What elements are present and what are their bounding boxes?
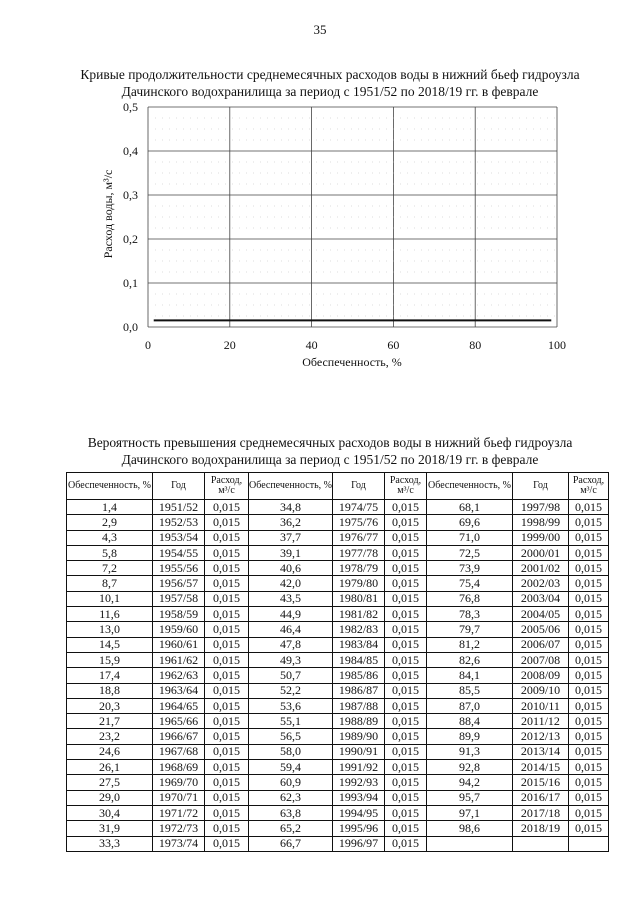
table-cell: 1977/78 bbox=[333, 545, 385, 560]
table-cell: 1975/76 bbox=[333, 515, 385, 530]
table-row bbox=[67, 698, 609, 713]
table-cell: 0,015 bbox=[385, 698, 427, 713]
table-cell: 98,6 bbox=[427, 821, 513, 836]
table-cell: 2003/04 bbox=[513, 591, 569, 606]
chart-title-line-1: Кривые продолжительности среднемесячных расходов воды в нижний бьеф гидроузла bbox=[80, 67, 580, 82]
table-header-cell: Обеспеченность, % bbox=[249, 473, 333, 500]
table-cell: 0,015 bbox=[385, 652, 427, 667]
table-cell: 14,5 bbox=[67, 637, 153, 652]
table-header-cell: Год bbox=[513, 473, 569, 500]
table-cell: 11,6 bbox=[67, 607, 153, 622]
table-cell: 1986/87 bbox=[333, 683, 385, 698]
table-cell: 0,015 bbox=[385, 836, 427, 851]
table-cell: 2009/10 bbox=[513, 683, 569, 698]
table-cell: 0,015 bbox=[385, 545, 427, 560]
table-cell: 15,9 bbox=[67, 652, 153, 667]
table-cell: 2007/08 bbox=[513, 652, 569, 667]
table-cell: 1981/82 bbox=[333, 607, 385, 622]
table-row bbox=[67, 714, 609, 729]
table-title bbox=[60, 434, 600, 468]
table-cell: 0,015 bbox=[569, 714, 609, 729]
table-cell: 2004/05 bbox=[513, 607, 569, 622]
table-cell: 0,015 bbox=[385, 515, 427, 530]
y-tick-label: 0,4 bbox=[123, 144, 138, 158]
table-cell: 1995/96 bbox=[333, 821, 385, 836]
table-cell: 72,5 bbox=[427, 545, 513, 560]
table-cell: 66,7 bbox=[249, 836, 333, 851]
table-cell: 7,2 bbox=[67, 561, 153, 576]
table-cell: 47,8 bbox=[249, 637, 333, 652]
table-cell: 0,015 bbox=[569, 821, 609, 836]
table-header-cell: Год bbox=[333, 473, 385, 500]
table-cell: 1964/65 bbox=[153, 698, 205, 713]
table-cell: 2014/15 bbox=[513, 760, 569, 775]
chart-grid bbox=[148, 107, 557, 327]
table-cell: 0,015 bbox=[205, 622, 249, 637]
table-cell: 94,2 bbox=[427, 775, 513, 790]
table-title-line-2: Дачинского водохранилища за период с 1951/52 по 2018/19 гг. в феврале bbox=[121, 452, 539, 467]
table-cell: 0,015 bbox=[569, 744, 609, 759]
table-cell: 31,9 bbox=[67, 821, 153, 836]
table-body bbox=[67, 500, 609, 852]
table-header-row bbox=[67, 473, 609, 500]
table-cell: 1960/61 bbox=[153, 637, 205, 652]
table-row bbox=[67, 622, 609, 637]
table-cell: 50,7 bbox=[249, 668, 333, 683]
table-cell: 1965/66 bbox=[153, 714, 205, 729]
table-cell: 0,015 bbox=[205, 760, 249, 775]
table-cell: 1993/94 bbox=[333, 790, 385, 805]
table-cell: 2016/17 bbox=[513, 790, 569, 805]
table-row bbox=[67, 775, 609, 790]
table-row bbox=[67, 576, 609, 591]
table-cell: 0,015 bbox=[205, 576, 249, 591]
table-cell: 2000/01 bbox=[513, 545, 569, 560]
x-axis-label: Обеспеченность, % bbox=[302, 355, 402, 369]
table-cell: 0,015 bbox=[205, 744, 249, 759]
table-cell: 1961/62 bbox=[153, 652, 205, 667]
table-cell: 1973/74 bbox=[153, 836, 205, 851]
table-cell: 89,9 bbox=[427, 729, 513, 744]
table-cell: 1983/84 bbox=[333, 637, 385, 652]
table-cell: 0,015 bbox=[569, 515, 609, 530]
table-cell bbox=[427, 836, 513, 851]
table-cell: 20,3 bbox=[67, 698, 153, 713]
table-cell: 1963/64 bbox=[153, 683, 205, 698]
table-cell: 24,6 bbox=[67, 744, 153, 759]
table-cell: 87,0 bbox=[427, 698, 513, 713]
table-cell: 0,015 bbox=[385, 622, 427, 637]
table-cell: 0,015 bbox=[569, 561, 609, 576]
table-cell: 95,7 bbox=[427, 790, 513, 805]
table-cell: 0,015 bbox=[205, 637, 249, 652]
table-cell: 0,015 bbox=[385, 576, 427, 591]
table-cell: 2012/13 bbox=[513, 729, 569, 744]
table-cell: 75,4 bbox=[427, 576, 513, 591]
table-cell: 0,015 bbox=[569, 805, 609, 820]
table-cell: 0,015 bbox=[385, 744, 427, 759]
table-cell: 52,2 bbox=[249, 683, 333, 698]
table-cell: 0,015 bbox=[205, 561, 249, 576]
table-cell: 27,5 bbox=[67, 775, 153, 790]
table-cell: 0,015 bbox=[385, 790, 427, 805]
table-cell: 0,015 bbox=[385, 591, 427, 606]
table-header-cell: Год bbox=[153, 473, 205, 500]
table-cell: 49,3 bbox=[249, 652, 333, 667]
table-cell: 0,015 bbox=[385, 821, 427, 836]
table-cell: 0,015 bbox=[385, 637, 427, 652]
table-cell: 91,3 bbox=[427, 744, 513, 759]
table-cell: 0,015 bbox=[569, 576, 609, 591]
table-cell: 1984/85 bbox=[333, 652, 385, 667]
table-cell: 65,2 bbox=[249, 821, 333, 836]
table-cell: 2006/07 bbox=[513, 637, 569, 652]
table-cell: 0,015 bbox=[205, 530, 249, 545]
table-cell: 79,7 bbox=[427, 622, 513, 637]
chart-ticks bbox=[123, 100, 566, 352]
table-cell: 78,3 bbox=[427, 607, 513, 622]
table-cell: 4,3 bbox=[67, 530, 153, 545]
table-cell: 1951/52 bbox=[153, 500, 205, 515]
table-row bbox=[67, 545, 609, 560]
table-cell bbox=[513, 836, 569, 851]
table-cell: 0,015 bbox=[569, 637, 609, 652]
table-row bbox=[67, 821, 609, 836]
table-cell: 18,8 bbox=[67, 683, 153, 698]
table-cell: 97,1 bbox=[427, 805, 513, 820]
table-cell: 30,4 bbox=[67, 805, 153, 820]
page-number: 35 bbox=[313, 22, 327, 37]
table-cell: 1982/83 bbox=[333, 622, 385, 637]
table-row bbox=[67, 790, 609, 805]
table-row bbox=[67, 637, 609, 652]
table-cell: 0,015 bbox=[205, 805, 249, 820]
table-cell: 5,8 bbox=[67, 545, 153, 560]
table-cell: 0,015 bbox=[569, 760, 609, 775]
table-row bbox=[67, 805, 609, 820]
table-cell: 1996/97 bbox=[333, 836, 385, 851]
table-cell: 60,9 bbox=[249, 775, 333, 790]
table-cell: 2018/19 bbox=[513, 821, 569, 836]
table-cell bbox=[569, 836, 609, 851]
table-header-cell: Обеспеченность, % bbox=[427, 473, 513, 500]
table-cell: 2010/11 bbox=[513, 698, 569, 713]
table-cell: 0,015 bbox=[205, 698, 249, 713]
y-tick-label: 0,2 bbox=[123, 232, 138, 246]
table-row bbox=[67, 760, 609, 775]
y-tick-label: 0,5 bbox=[123, 100, 138, 114]
table-row bbox=[67, 836, 609, 851]
table-cell: 0,015 bbox=[569, 775, 609, 790]
table-cell: 0,015 bbox=[569, 652, 609, 667]
table-cell: 2001/02 bbox=[513, 561, 569, 576]
table-row bbox=[67, 744, 609, 759]
table-cell: 1955/56 bbox=[153, 561, 205, 576]
table-cell: 0,015 bbox=[385, 607, 427, 622]
table-cell: 43,5 bbox=[249, 591, 333, 606]
table-cell: 2013/14 bbox=[513, 744, 569, 759]
table-cell: 68,1 bbox=[427, 500, 513, 515]
table-cell: 62,3 bbox=[249, 790, 333, 805]
table-cell: 1,4 bbox=[67, 500, 153, 515]
y-axis-label: Расход воды, м³/с bbox=[101, 169, 115, 259]
table-cell: 1987/88 bbox=[333, 698, 385, 713]
table-cell: 1954/55 bbox=[153, 545, 205, 560]
table-row bbox=[67, 500, 609, 515]
table-cell: 1958/59 bbox=[153, 607, 205, 622]
table-cell: 0,015 bbox=[569, 500, 609, 515]
table-header-cell: Расход, м³/с bbox=[569, 473, 609, 500]
x-tick-label: 80 bbox=[469, 338, 482, 352]
table-cell: 56,5 bbox=[249, 729, 333, 744]
table-cell: 1994/95 bbox=[333, 805, 385, 820]
table-header-cell: Обеспеченность, % bbox=[67, 473, 153, 500]
table-cell: 84,1 bbox=[427, 668, 513, 683]
table-cell: 0,015 bbox=[205, 775, 249, 790]
table-cell: 2008/09 bbox=[513, 668, 569, 683]
table-cell: 42,0 bbox=[249, 576, 333, 591]
table-cell: 1979/80 bbox=[333, 576, 385, 591]
table-cell: 82,6 bbox=[427, 652, 513, 667]
table-cell: 1998/99 bbox=[513, 515, 569, 530]
table-cell: 13,0 bbox=[67, 622, 153, 637]
table-cell: 36,2 bbox=[249, 515, 333, 530]
table-cell: 1991/92 bbox=[333, 760, 385, 775]
x-tick-label: 100 bbox=[548, 338, 566, 352]
table-cell: 0,015 bbox=[569, 729, 609, 744]
table-cell: 73,9 bbox=[427, 561, 513, 576]
table-title-line-1: Вероятность превышения среднемесячных расходов воды в нижний бьеф гидроузла bbox=[87, 435, 573, 450]
table-cell: 1969/70 bbox=[153, 775, 205, 790]
table-cell: 1970/71 bbox=[153, 790, 205, 805]
table-cell: 0,015 bbox=[205, 836, 249, 851]
table-cell: 0,015 bbox=[569, 698, 609, 713]
duration-curve-chart bbox=[0, 0, 640, 380]
table-cell: 92,8 bbox=[427, 760, 513, 775]
table-cell: 1972/73 bbox=[153, 821, 205, 836]
table-cell: 0,015 bbox=[205, 668, 249, 683]
table-cell: 71,0 bbox=[427, 530, 513, 545]
table-cell: 0,015 bbox=[205, 683, 249, 698]
table-cell: 1988/89 bbox=[333, 714, 385, 729]
table-cell: 76,8 bbox=[427, 591, 513, 606]
table-cell: 17,4 bbox=[67, 668, 153, 683]
table-cell: 1989/90 bbox=[333, 729, 385, 744]
table-cell: 2017/18 bbox=[513, 805, 569, 820]
table-cell: 1966/67 bbox=[153, 729, 205, 744]
table-row bbox=[67, 530, 609, 545]
y-tick-label: 0,0 bbox=[123, 320, 138, 334]
table-row bbox=[67, 668, 609, 683]
table-row bbox=[67, 515, 609, 530]
table-cell: 1952/53 bbox=[153, 515, 205, 530]
table-header-cell: Расход, м³/с bbox=[385, 473, 427, 500]
table-cell: 21,7 bbox=[67, 714, 153, 729]
table-row bbox=[67, 683, 609, 698]
table-cell: 1999/00 bbox=[513, 530, 569, 545]
table-cell: 2005/06 bbox=[513, 622, 569, 637]
table-cell: 2015/16 bbox=[513, 775, 569, 790]
table-row bbox=[67, 561, 609, 576]
table-cell: 55,1 bbox=[249, 714, 333, 729]
table-cell: 0,015 bbox=[569, 790, 609, 805]
table-cell: 0,015 bbox=[205, 652, 249, 667]
table-cell: 0,015 bbox=[569, 607, 609, 622]
table-cell: 0,015 bbox=[385, 760, 427, 775]
y-tick-label: 0,1 bbox=[123, 276, 138, 290]
table-cell: 23,2 bbox=[67, 729, 153, 744]
table-cell: 34,8 bbox=[249, 500, 333, 515]
table-cell: 0,015 bbox=[205, 607, 249, 622]
table-cell: 2,9 bbox=[67, 515, 153, 530]
table-cell: 1959/60 bbox=[153, 622, 205, 637]
table-cell: 0,015 bbox=[385, 729, 427, 744]
table-cell: 1956/57 bbox=[153, 576, 205, 591]
table-cell: 1985/86 bbox=[333, 668, 385, 683]
table-cell: 0,015 bbox=[385, 775, 427, 790]
table-cell: 0,015 bbox=[385, 714, 427, 729]
table-cell: 58,0 bbox=[249, 744, 333, 759]
table-cell: 85,5 bbox=[427, 683, 513, 698]
table-cell: 8,7 bbox=[67, 576, 153, 591]
chart-title-line-2: Дачинского водохранилища за период с 1951/52 по 2018/19 гг. в феврале bbox=[121, 84, 539, 99]
table-cell: 0,015 bbox=[385, 561, 427, 576]
table-row bbox=[67, 652, 609, 667]
table-row bbox=[67, 729, 609, 744]
table-cell: 63,8 bbox=[249, 805, 333, 820]
table-cell: 0,015 bbox=[569, 668, 609, 683]
table-cell: 0,015 bbox=[205, 714, 249, 729]
table-cell: 1980/81 bbox=[333, 591, 385, 606]
table-cell: 0,015 bbox=[205, 591, 249, 606]
table-cell: 69,6 bbox=[427, 515, 513, 530]
table-cell: 0,015 bbox=[205, 545, 249, 560]
table-cell: 0,015 bbox=[385, 530, 427, 545]
table-cell: 10,1 bbox=[67, 591, 153, 606]
table-cell: 26,1 bbox=[67, 760, 153, 775]
table-cell: 1968/69 bbox=[153, 760, 205, 775]
x-tick-label: 60 bbox=[387, 338, 400, 352]
y-tick-label: 0,3 bbox=[123, 188, 138, 202]
table-cell: 0,015 bbox=[205, 500, 249, 515]
table-cell: 0,015 bbox=[569, 530, 609, 545]
x-tick-label: 40 bbox=[305, 338, 318, 352]
table-cell: 0,015 bbox=[385, 500, 427, 515]
table-cell: 33,3 bbox=[67, 836, 153, 851]
table-cell: 1997/98 bbox=[513, 500, 569, 515]
table-cell: 59,4 bbox=[249, 760, 333, 775]
table-header-cell: Расход, м³/с bbox=[205, 473, 249, 500]
table-cell: 1957/58 bbox=[153, 591, 205, 606]
table-cell: 0,015 bbox=[385, 805, 427, 820]
table-cell: 1967/68 bbox=[153, 744, 205, 759]
table-cell: 0,015 bbox=[205, 729, 249, 744]
table-cell: 44,9 bbox=[249, 607, 333, 622]
table-cell: 46,4 bbox=[249, 622, 333, 637]
table-cell: 40,6 bbox=[249, 561, 333, 576]
x-tick-label: 0 bbox=[145, 338, 151, 352]
table-cell: 29,0 bbox=[67, 790, 153, 805]
table-cell: 0,015 bbox=[569, 545, 609, 560]
table-cell: 88,4 bbox=[427, 714, 513, 729]
table-cell: 0,015 bbox=[205, 821, 249, 836]
table-cell: 1974/75 bbox=[333, 500, 385, 515]
table-cell: 0,015 bbox=[569, 591, 609, 606]
table-cell: 0,015 bbox=[205, 790, 249, 805]
table-cell: 1978/79 bbox=[333, 561, 385, 576]
table-cell: 0,015 bbox=[385, 683, 427, 698]
table-cell: 39,1 bbox=[249, 545, 333, 560]
table-cell: 0,015 bbox=[205, 515, 249, 530]
table-cell: 1976/77 bbox=[333, 530, 385, 545]
table-cell: 1962/63 bbox=[153, 668, 205, 683]
table-cell: 2011/12 bbox=[513, 714, 569, 729]
probability-table bbox=[66, 472, 609, 852]
table-cell: 1992/93 bbox=[333, 775, 385, 790]
table-cell: 37,7 bbox=[249, 530, 333, 545]
x-tick-label: 20 bbox=[223, 338, 236, 352]
table-cell: 81,2 bbox=[427, 637, 513, 652]
table-cell: 2002/03 bbox=[513, 576, 569, 591]
table-cell: 1953/54 bbox=[153, 530, 205, 545]
table-row bbox=[67, 591, 609, 606]
table-cell: 1971/72 bbox=[153, 805, 205, 820]
table-cell: 0,015 bbox=[569, 683, 609, 698]
table-row bbox=[67, 607, 609, 622]
table-cell: 0,015 bbox=[569, 622, 609, 637]
table-cell: 53,6 bbox=[249, 698, 333, 713]
table-cell: 0,015 bbox=[385, 668, 427, 683]
table-cell: 1990/91 bbox=[333, 744, 385, 759]
